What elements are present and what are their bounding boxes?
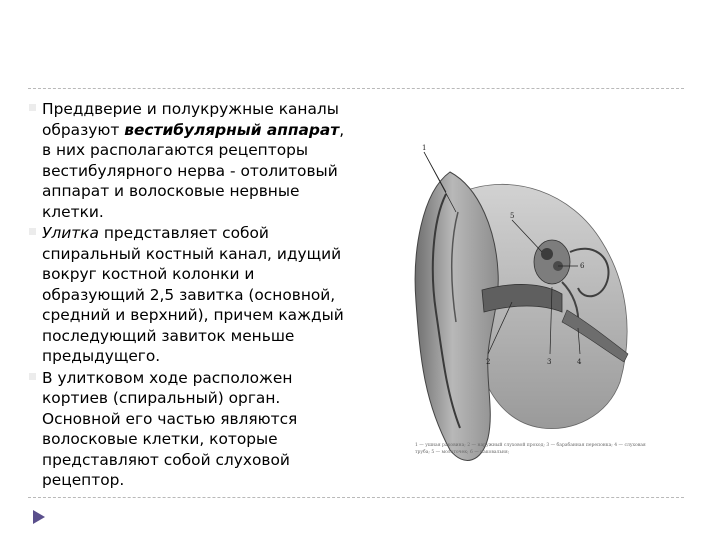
text-segment: представляет собой спиральный костный канал, идущий вокруг костной колонки и образующий 2,5 завитка (основной, средний и верхний), причем каждый последующий завиток меньше предыдущего. — [42, 224, 344, 365]
ear-anatomy-illustration — [402, 132, 642, 474]
paragraph-cochlea — [28, 223, 350, 367]
term-cochlea: Улитка — [42, 224, 99, 242]
bullet-icon — [29, 228, 36, 235]
figure-label: 2 — [486, 358, 491, 366]
text-segment: Преддверие и полукружные каналы образуют — [42, 100, 339, 139]
paragraph-corti-organ — [28, 368, 350, 491]
text-segment: В улитковом ходе расположен кортиев (спиральный) орган. Основной его частью являются волосковые клетки, которые представляют собой слуховой рецептор. — [42, 368, 298, 489]
figure-label: 5 — [510, 212, 515, 220]
term-vestibular-apparatus: вестибулярный аппарат — [124, 120, 340, 139]
slide-text — [28, 99, 350, 492]
figure-label: 6 — [580, 262, 585, 270]
figure-caption: 1 — ушная раковина; 2 — наружный слуховой проход; 3 — барабанная перепонка; 4 — слуховая труба; 5 — молоточек; 6 — наковальня; — [415, 443, 646, 455]
play-triangle-icon[interactable] — [31, 509, 47, 525]
figure-label: 1 — [422, 144, 427, 152]
figure-label: 4 — [577, 358, 582, 366]
paragraph-vestibular — [28, 99, 350, 222]
top-divider — [28, 88, 684, 89]
bottom-divider — [28, 497, 684, 498]
text-segment: , в них располагаются рецепторы вестибулярного нерва - отолитовый аппарат и волосковые нервные клетки. — [42, 120, 345, 221]
bullet-icon — [29, 104, 36, 111]
bullet-icon — [29, 373, 36, 380]
figure-label: 3 — [547, 358, 552, 366]
